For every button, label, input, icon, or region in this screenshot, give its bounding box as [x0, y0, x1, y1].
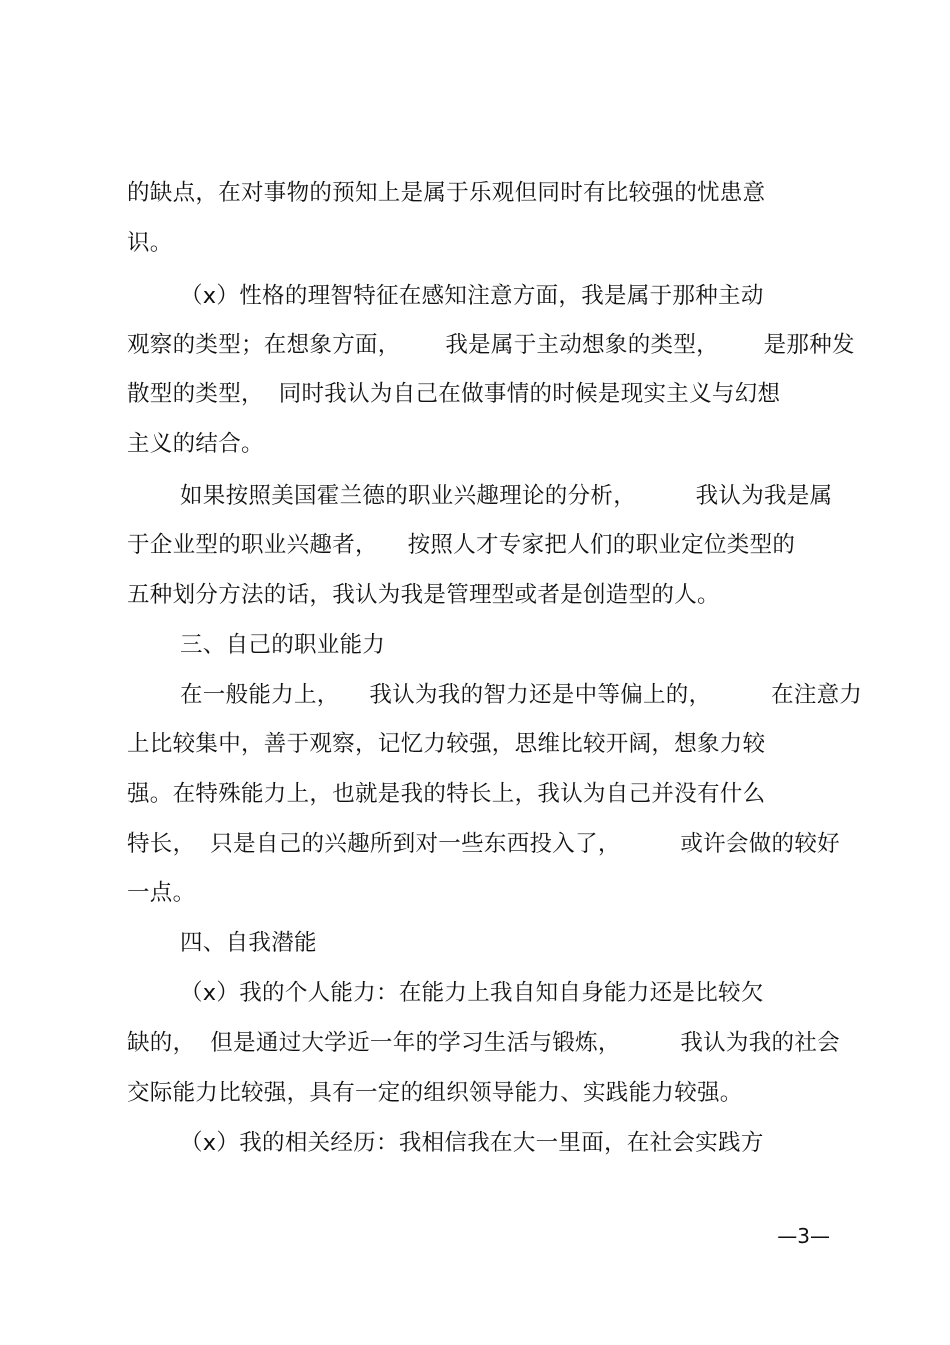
text-line: 特长， 只是自己的兴趣所到对一些东西投入了， 或许会做的较好: [127, 831, 840, 857]
section-heading: 三、自己的职业能力: [180, 632, 386, 658]
text-line: （x）性格的理智特征在感知注意方面，我是属于那种主动: [180, 283, 764, 309]
text-line: 五种划分方法的话，我认为我是管理型或者是创造型的人。: [127, 582, 720, 608]
text-line: 交际能力比较强，具有一定的组织领导能力、实践能力较强。: [127, 1080, 743, 1106]
text-line: 如果按照美国霍兰德的职业兴趣理论的分析， 我认为我是属: [180, 483, 833, 509]
text-line: 在一般能力上， 我认为我的智力还是中等偏上的， 在注意力: [180, 682, 863, 708]
text-line: 观察的类型；在想象方面， 我是属于主动想象的类型， 是那种发: [127, 332, 855, 358]
section-heading: 四、自我潜能: [180, 930, 317, 956]
text-line: （x）我的相关经历：我相信我在大一里面，在社会实践方: [180, 1130, 764, 1156]
text-line: 上比较集中，善于观察，记忆力较强，思维比较开阔，想象力较: [127, 731, 766, 757]
text-line: 识。: [127, 230, 173, 256]
text-line: 缺的， 但是通过大学近一年的学习生活与锻炼， 我认为我的社会: [127, 1030, 840, 1056]
page-number: —3—: [777, 1224, 830, 1248]
text-line: 散型的类型， 同时我认为自己在做事情的时候是现实主义与幻想: [127, 381, 781, 407]
text-line: （x）我的个人能力：在能力上我自知自身能力还是比较欠: [180, 980, 764, 1006]
text-line: 一点。: [127, 880, 196, 906]
text-line: 于企业型的职业兴趣者， 按照人才专家把人们的职业定位类型的: [127, 532, 796, 558]
text-line: 强。在特殊能力上，也就是我的特长上，我认为自己并没有什么: [127, 781, 766, 807]
text-line: 主义的结合。: [127, 431, 264, 457]
text-line: 的缺点，在对事物的预知上是属于乐观但同时有比较强的忧患意: [127, 180, 766, 206]
